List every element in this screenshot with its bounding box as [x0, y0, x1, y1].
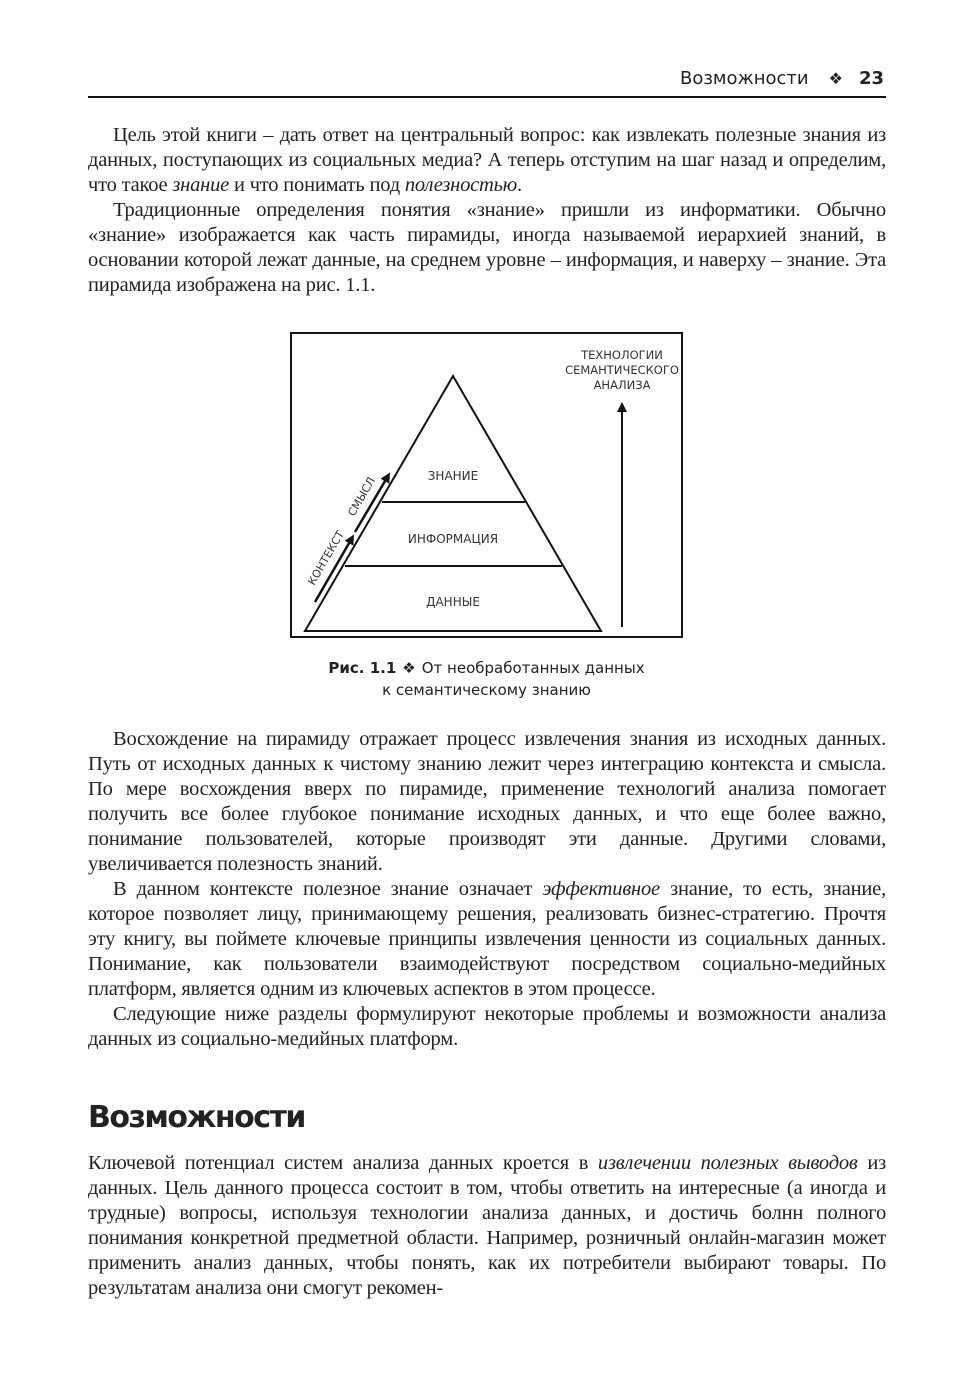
- right-label-line2: СЕМАНТИЧЕСКОГО: [565, 363, 679, 377]
- emphasis: эффективное: [542, 878, 660, 900]
- figure-caption: Рис. 1.1 ❖ От необработанных данных к семантическому знанию: [328, 659, 645, 699]
- paragraph: В данном контексте полезное знание означает эффективное знание, то есть, знание, которое позволяет лицу, принимающему решения, реализовать бизнес-стратегию. Прочтя эту книгу, вы поймете ключевые принципы извлечения ценности из социальных данных. Понимание, как пользователи взаимодействуют посредством социально-медийных платформ, является одним из ключевых аспектов в этом процессе.: [88, 878, 887, 1000]
- paragraph: Ключевой потенциал систем анализа данных кроется в извлечении полезных выводов из данных. Цель данного процесса состоит в том, чтобы ответить на интересные (а иногда и трудные) вопросы, используя технологии анализа данных, и достичь болнн полного понимания конкретной предметной области. Например, розничный онлайн-магазин может применить анализ данных, чтобы понять, как их потребители выбирают товары. По результатам анализа они смогут рекомен-: [88, 1152, 887, 1299]
- paragraph: Восхождение на пирамиду отражает процесс извлечения знания из исходных данных. Путь от исходных данных к чистому знанию лежит через интеграцию контекста и смысла. По мере восхождения вверх по пирамиде, применение технологий анализа помогает получить все более глубокое понимание исходных данных, и что еще более важно, понимание пользователей, которые производят эти данные. Другими словами, увеличивается полезность знаний.: [88, 728, 886, 875]
- level-information: ИНФОРМАЦИЯ: [407, 532, 499, 546]
- diamond-ornament-icon: ❖: [402, 659, 416, 677]
- knowledge-pyramid-diagram: [292, 334, 685, 640]
- level-data: ДАННЫЕ: [426, 595, 480, 609]
- diamond-ornament-icon: ❖: [828, 69, 843, 88]
- caption-label: Рис. 1.1: [328, 659, 397, 677]
- paragraph: Цель этой книги – дать ответ на центральный вопрос: как извлекать полезные знания из данных, поступающих из социальных медиа? А теперь отступим на шаг назад и определим, что такое знание и что понимать под полезностью.: [88, 124, 886, 196]
- label-meaning: СМЫСЛ: [345, 474, 379, 519]
- page-number: 23: [858, 68, 884, 89]
- intro-text: [88, 123, 886, 298]
- right-label-line1: ТЕХНОЛОГИИ: [581, 348, 663, 362]
- emphasis: знание: [172, 174, 230, 196]
- label-context: КОНТЕКСТ: [305, 528, 347, 588]
- figure-pyramid: [290, 332, 683, 638]
- paragraph: Следующие ниже разделы формулируют некоторые проблемы и возможности анализа данных из социально-медийных платформ.: [88, 1003, 886, 1050]
- emphasis: извлечении полезных выводов: [597, 1152, 858, 1174]
- level-knowledge: ЗНАНИЕ: [427, 469, 479, 483]
- running-header: [88, 66, 886, 98]
- emphasis: полезностью: [404, 174, 518, 196]
- section-heading: Возможности: [88, 1100, 305, 1135]
- section-text: [88, 1151, 886, 1301]
- right-label-line3: АНАЛИЗА: [593, 378, 651, 392]
- body-text: [88, 727, 886, 1052]
- header-right: [680, 68, 884, 89]
- header-section-title: Возможности: [679, 68, 809, 89]
- paragraph: Традиционные определения понятия «знание» пришли из информатики. Обычно «знание» изображается как часть пирамиды, иногда называемой иерархией знаний, в основании которой лежат данные, на среднем уровне – информация, и наверху – знание. Эта пирамида изображена на рис. 1.1.: [88, 199, 886, 296]
